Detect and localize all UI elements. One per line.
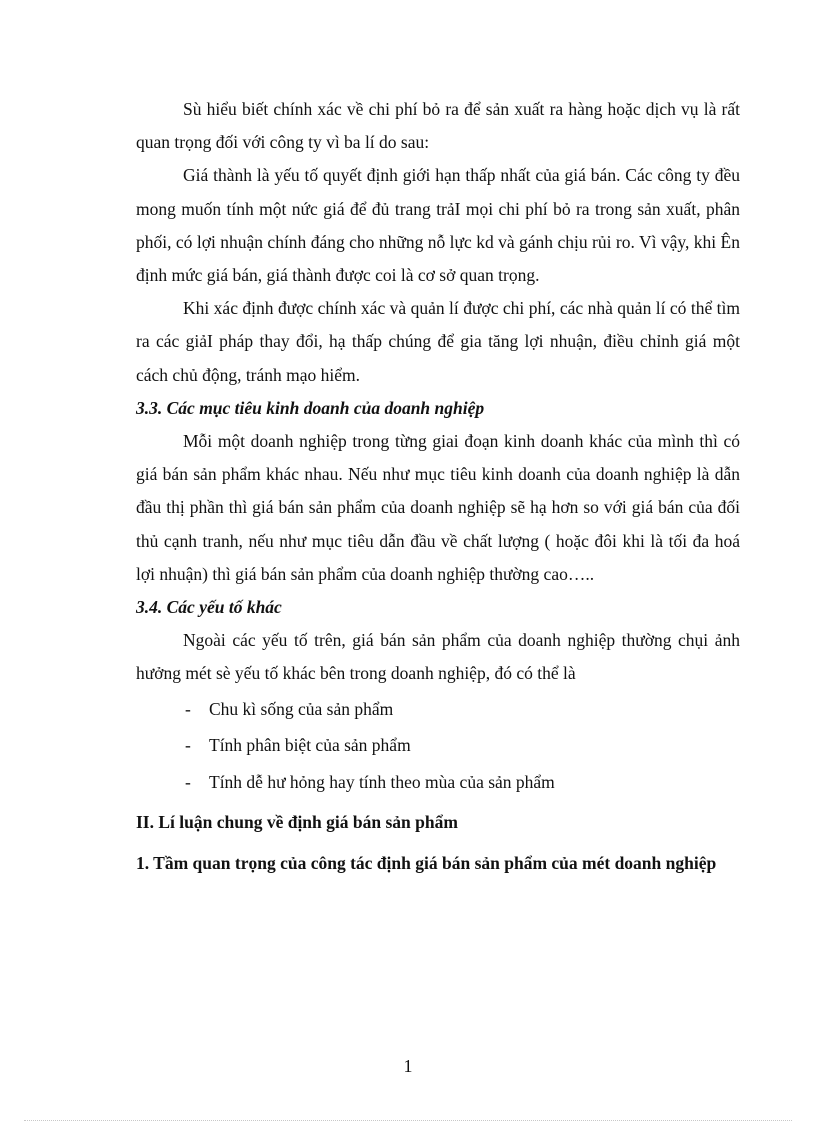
subchapter-heading-pricing-importance: 1. Tầm quan trọng của công tác định giá bán sản phẩm của mét doanh nghiệp bbox=[136, 853, 717, 874]
section-heading-business-goals: 3.3. Các mục tiêu kinh doanh của doanh nghiệp bbox=[136, 397, 485, 418]
list-item-text: Chu kì sống của sản phẩm bbox=[209, 698, 394, 719]
list-item bbox=[136, 691, 740, 728]
document-body bbox=[136, 93, 740, 880]
bullet-dash: - bbox=[185, 735, 191, 756]
section-heading-other-factors: 3.4. Các yếu tố khác bbox=[136, 597, 282, 618]
chapter-heading-pricing-theory: II. Lí luận chung về định giá bán sản phẩm bbox=[136, 812, 458, 833]
page-number: 1 bbox=[403, 1056, 413, 1076]
list-item-text: Tính dễ hư hỏng hay tính theo mùa của sản phẩm bbox=[209, 771, 555, 792]
list-item-text: Tính phân biệt của sản phẩm bbox=[209, 735, 411, 756]
paragraph-other-factors: Ngoài các yếu tố trên, giá bán sản phẩm của doanh nghiệp thường chụi ảnh hưởng mét sè yếu tố khác bên trong doanh nghiệp, đó có thể là bbox=[136, 630, 740, 684]
paragraph-cost-management: Khi xác định được chính xác và quản lí được chi phí, các nhà quản lí có thể tìm ra các giảI pháp thay đổi, hạ thấp chúng để gia tăng lợi nhuận, điều chỉnh giá một cách chủ động, tránh mạo hiểm. bbox=[136, 298, 740, 385]
list-item bbox=[136, 727, 740, 764]
page-boundary-divider bbox=[24, 1120, 792, 1121]
bullet-dash: - bbox=[185, 698, 191, 719]
list-item bbox=[136, 764, 740, 801]
paragraph-cost-knowledge: Sù hiểu biết chính xác về chi phí bỏ ra để sản xuất ra hàng hoặc dịch vụ là rất quan trọng đối với công ty vì ba lí do sau: bbox=[136, 99, 740, 153]
paragraph-business-goals: Mỗi một doanh nghiệp trong từng giai đoạn kinh doanh khác của mình thì có giá bán sản phẩm khác nhau. Nếu như mục tiêu kinh doanh của doanh nghiệp là dẫn đầu thị phần thì giá bán sản phẩm của doanh nghiệp sẽ hạ hơn so với giá bán của đối thủ cạnh tranh, nếu như mục tiêu dẫn đầu về chất lượng ( hoặc đôi khi là tối đa hoá lợi nhuận) thì giá bán sản phẩm của doanh nghiệp thường cao….. bbox=[136, 431, 740, 584]
factor-list bbox=[136, 691, 740, 801]
bullet-dash: - bbox=[185, 771, 191, 792]
paragraph-cost-price-limit: Giá thành là yếu tố quyết định giới hạn thấp nhất của giá bán. Các công ty đều mong muốn tính một nức giá để đủ trang trảI mọi chi phí bỏ ra trong sản xuất, phân phối, có lợi nhuận chính đáng cho những nỗ lực kd và gánh chịu rủi ro. Vì vậy, khi Ên định mức giá bán, giá thành được coi là cơ sở quan trọng. bbox=[136, 165, 740, 286]
